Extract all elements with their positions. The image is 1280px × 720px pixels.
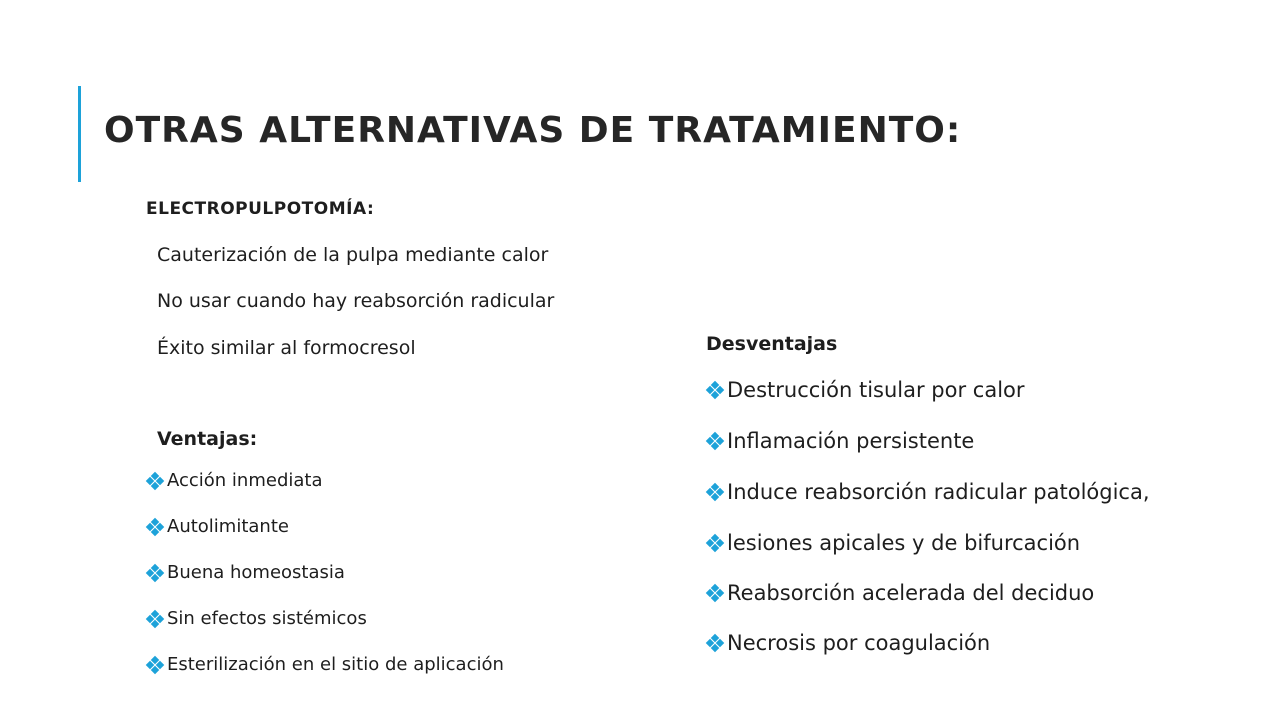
four-diamond-bullet-icon: [147, 473, 163, 489]
list-item: [707, 378, 1025, 402]
list-item: [707, 631, 990, 655]
four-diamond-bullet-icon: [147, 611, 163, 627]
electropulpotomia-line-2: No usar cuando hay reabsorción radicular: [157, 290, 555, 312]
ventajas-item-text: Acción inmediata: [167, 470, 323, 491]
electropulpotomia-line-3: Éxito similar al formocresol: [157, 337, 416, 359]
desventajas-item-text: Necrosis por coagulación: [727, 631, 991, 655]
ventajas-item-text: Autolimitante: [167, 516, 289, 537]
desventajas-item-text: lesiones apicales y de bifurcación: [727, 531, 1081, 555]
list-item: [147, 562, 345, 583]
desventajas-heading: Desventajas: [706, 333, 838, 355]
ventajas-item-text: Buena homeostasia: [167, 562, 345, 583]
four-diamond-bullet-icon: [707, 635, 723, 651]
four-diamond-bullet-icon: [147, 519, 163, 535]
four-diamond-bullet-icon: [707, 535, 723, 551]
electropulpotomia-heading: ELECTROPULPOTOMÍA:: [146, 199, 375, 219]
list-item: [707, 581, 1094, 605]
four-diamond-bullet-icon: [707, 585, 723, 601]
list-item: [147, 470, 323, 491]
four-diamond-bullet-icon: [147, 657, 163, 673]
four-diamond-bullet-icon: [707, 433, 723, 449]
desventajas-item-text: Reabsorción acelerada del deciduo: [727, 581, 1095, 605]
desventajas-item-text: Destrucción tisular por calor: [727, 378, 1025, 402]
four-diamond-bullet-icon: [707, 484, 723, 500]
desventajas-item-text: Induce reabsorción radicular patológica,: [727, 480, 1150, 504]
four-diamond-bullet-icon: [147, 565, 163, 581]
desventajas-item-text: Inflamación persistente: [727, 429, 975, 453]
title-accent-bar: [78, 86, 81, 182]
ventajas-item-text: Esterilización en el sitio de aplicación: [167, 654, 504, 675]
four-diamond-bullet-icon: [707, 382, 723, 398]
list-item: [147, 654, 504, 675]
list-item: [707, 429, 974, 453]
ventajas-heading: Ventajas:: [157, 428, 258, 450]
list-item: [707, 531, 1080, 555]
electropulpotomia-line-1: Cauterización de la pulpa mediante calor: [157, 244, 549, 266]
slide-title: OTRAS ALTERNATIVAS DE TRATAMIENTO:: [104, 110, 962, 151]
ventajas-item-text: Sin efectos sistémicos: [167, 608, 367, 629]
list-item: [147, 608, 367, 629]
list-item: [707, 480, 1150, 504]
list-item: [147, 516, 289, 537]
